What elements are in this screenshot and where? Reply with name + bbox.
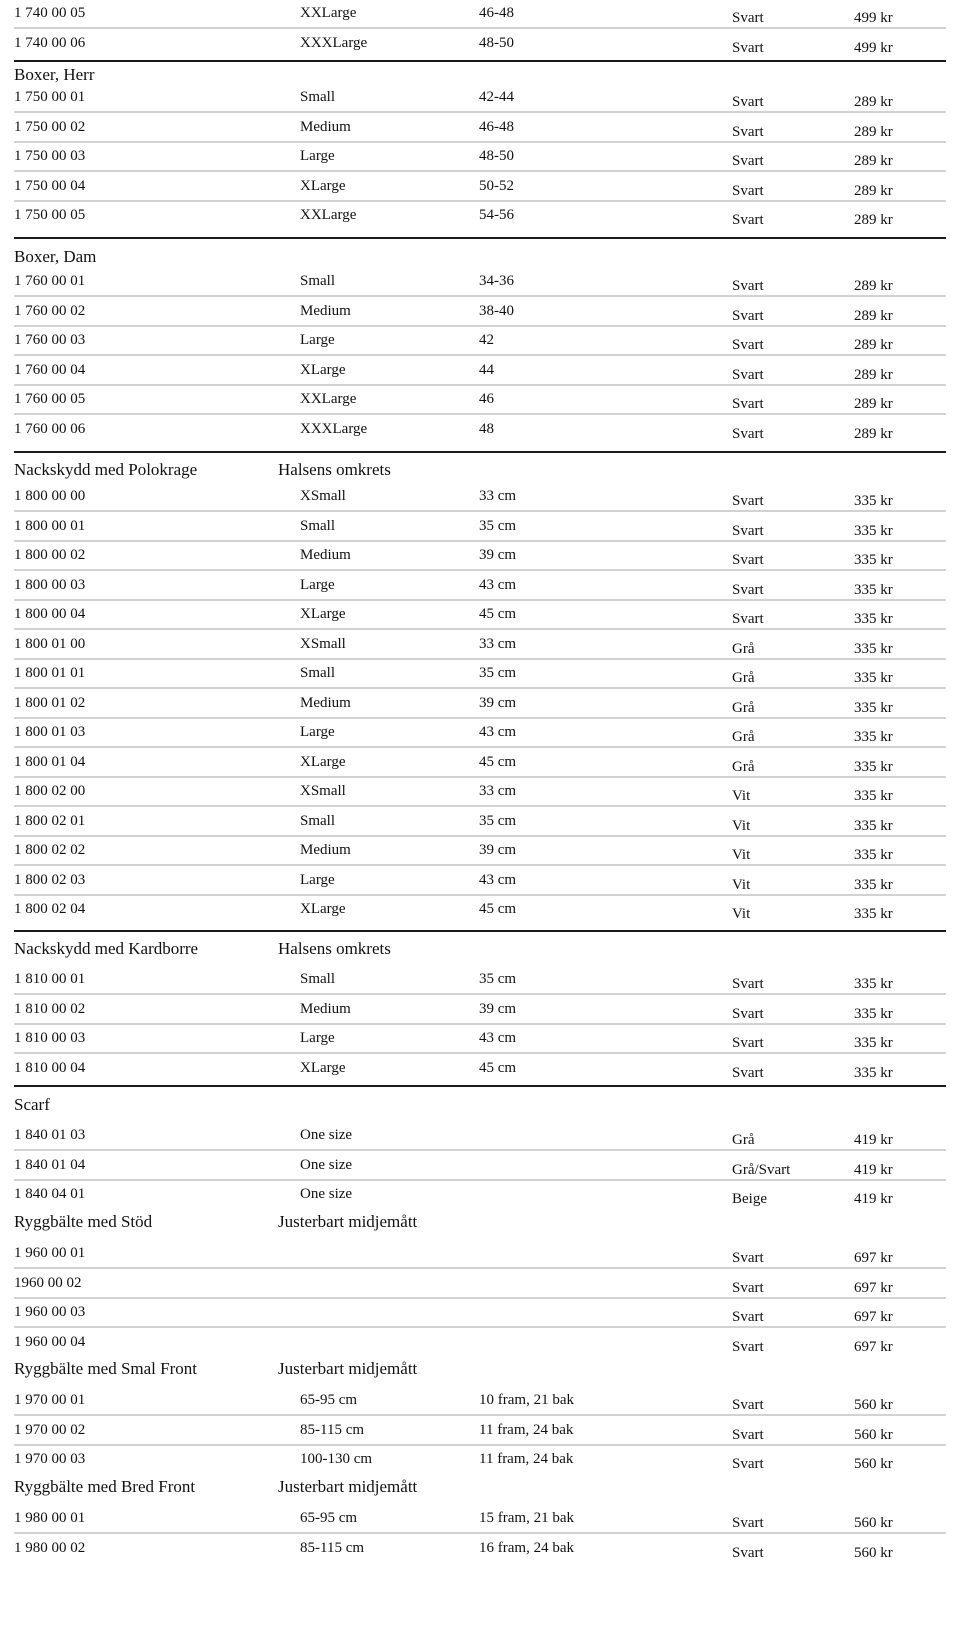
measurement-cell: 42-44 — [479, 89, 514, 105]
table-row — [14, 966, 960, 996]
color-cell: Vit — [732, 876, 751, 893]
price-cell: 289 kr — [854, 94, 893, 110]
article-number-cell: 1 800 02 00 — [14, 783, 86, 799]
price-cell: 335 kr — [854, 906, 893, 922]
color-cell: Grå — [732, 758, 755, 775]
measurement-cell: 33 cm — [479, 488, 517, 504]
color-cell: Svart — [732, 366, 764, 383]
price-cell: 289 kr — [854, 212, 893, 228]
price-cell: 697 kr — [854, 1250, 893, 1266]
color-cell: Svart — [732, 212, 764, 228]
color-cell: Svart — [732, 1064, 764, 1081]
color-cell: Svart — [732, 1426, 764, 1443]
table-row — [14, 690, 960, 720]
price-cell: 335 kr — [854, 611, 893, 627]
size-cell: XXXLarge — [300, 420, 368, 437]
price-cell: 335 kr — [854, 581, 893, 598]
article-number-cell: 1 760 00 04 — [14, 361, 86, 378]
size-cell: Small — [300, 971, 336, 987]
table-row — [14, 1387, 960, 1417]
table-row — [14, 1152, 960, 1182]
price-cell: 335 kr — [854, 847, 893, 863]
size-cell: XLarge — [300, 361, 346, 378]
section-heading — [14, 459, 960, 483]
article-number-cell: 1 740 00 05 — [14, 5, 86, 21]
section-measure-label: Justerbart midjemått — [278, 1477, 418, 1496]
price-cell: 289 kr — [854, 366, 893, 383]
size-cell: Large — [300, 576, 335, 593]
table-row — [14, 601, 960, 631]
section-heading — [14, 1358, 960, 1382]
measurement-cell: 45 cm — [479, 1059, 517, 1076]
color-cell: Svart — [732, 1545, 764, 1561]
size-cell: One size — [300, 1156, 353, 1173]
price-cell: 335 kr — [854, 788, 893, 804]
article-number-cell: 1 800 00 02 — [14, 547, 86, 563]
article-number-cell: 1 760 00 05 — [14, 391, 86, 407]
color-cell: Grå — [732, 1132, 755, 1148]
color-cell: Grå — [732, 670, 755, 686]
size-cell: XXXLarge — [300, 34, 368, 51]
article-number-cell: 1 800 02 01 — [14, 812, 86, 829]
article-number-cell: 1 760 00 01 — [14, 273, 86, 289]
price-cell: 335 kr — [854, 699, 893, 716]
table-row — [14, 1240, 960, 1270]
section-divider — [14, 237, 946, 239]
price-cell: 289 kr — [854, 278, 893, 294]
table-row — [14, 202, 960, 232]
price-cell: 697 kr — [854, 1279, 893, 1296]
size-cell: Large — [300, 1030, 335, 1046]
section-title: Scarf — [14, 1095, 50, 1114]
color-cell: Svart — [732, 1338, 764, 1355]
measurement-cell: 43 cm — [479, 871, 517, 888]
table-row — [14, 1270, 960, 1300]
size-cell: Large — [300, 148, 335, 164]
price-cell: 289 kr — [854, 396, 893, 412]
article-number-cell: 1 750 00 02 — [14, 118, 86, 135]
price-cell: 335 kr — [854, 1005, 893, 1022]
price-cell: 560 kr — [854, 1545, 893, 1561]
article-number-cell: 1 970 00 03 — [14, 1451, 86, 1467]
measurement-cell: 43 cm — [479, 576, 517, 593]
table-row — [14, 298, 960, 328]
size-cell: XLarge — [300, 901, 346, 917]
measurement-cell: 39 cm — [479, 842, 517, 858]
table-row — [14, 1122, 960, 1152]
measurement-cell: 33 cm — [479, 635, 517, 652]
measurement-cell: 38-40 — [479, 302, 514, 319]
size-cell: XLarge — [300, 606, 346, 622]
price-cell: 289 kr — [854, 153, 893, 169]
article-number-cell: 1 760 00 06 — [14, 420, 86, 437]
article-number-cell: 1 800 01 02 — [14, 694, 86, 711]
color-cell: Svart — [732, 522, 764, 539]
color-cell: Svart — [732, 493, 764, 509]
measurement-cell: 35 cm — [479, 665, 517, 681]
color-cell: Svart — [732, 94, 764, 110]
size-cell: Large — [300, 871, 335, 888]
section-measure-label: Halsens omkrets — [278, 939, 391, 958]
section-title: Ryggbälte med Smal Front — [14, 1359, 197, 1378]
color-cell: Svart — [732, 278, 764, 294]
article-number-cell: 1 740 00 06 — [14, 34, 86, 51]
size-cell: XSmall — [300, 488, 346, 504]
article-number-cell: 1 800 01 00 — [14, 635, 86, 652]
table-row — [14, 268, 960, 298]
article-number-cell: 1 750 00 05 — [14, 207, 86, 223]
section-title: Nackskydd med Polokrage — [14, 460, 198, 479]
table-row — [14, 1299, 960, 1329]
article-number-cell: 1 810 00 01 — [14, 971, 86, 987]
color-cell: Svart — [732, 337, 764, 353]
section-heading — [14, 1094, 960, 1118]
table-row — [14, 114, 960, 144]
color-cell: Svart — [732, 396, 764, 412]
section-divider — [14, 1085, 946, 1087]
measurement-cell: 45 cm — [479, 606, 517, 622]
article-number-cell: 1 810 00 02 — [14, 1000, 86, 1017]
color-cell: Svart — [732, 976, 764, 992]
price-cell: 335 kr — [854, 1035, 893, 1051]
size-cell: Small — [300, 517, 336, 534]
measurement-cell: 11 fram, 24 bak — [479, 1451, 574, 1467]
size-cell: XSmall — [300, 783, 346, 799]
article-number-cell: 1 800 00 00 — [14, 488, 86, 504]
measurement-cell: 45 cm — [479, 901, 517, 917]
table-row — [14, 749, 960, 779]
article-number-cell: 1 800 00 03 — [14, 576, 86, 593]
table-row — [14, 1055, 960, 1085]
table-row — [14, 1505, 960, 1535]
measurement-cell: 43 cm — [479, 1030, 517, 1046]
color-cell: Svart — [732, 1515, 764, 1531]
price-cell: 289 kr — [854, 182, 893, 199]
article-number-cell: 1 800 02 02 — [14, 842, 86, 858]
section-title: Boxer, Herr — [14, 65, 95, 84]
size-cell: 65-95 cm — [300, 1510, 358, 1526]
table-row — [14, 327, 960, 357]
price-cell: 289 kr — [854, 307, 893, 324]
measurement-cell: 35 cm — [479, 517, 517, 534]
measurement-cell: 35 cm — [479, 812, 517, 829]
color-cell: Svart — [732, 611, 764, 627]
table-row — [14, 30, 960, 60]
measurement-cell: 46-48 — [479, 5, 514, 21]
color-cell: Svart — [732, 1005, 764, 1022]
color-cell: Grå — [732, 640, 755, 657]
section-title: Ryggbälte med Bred Front — [14, 1477, 196, 1496]
price-cell: 335 kr — [854, 522, 893, 539]
color-cell: Svart — [732, 1456, 764, 1472]
color-cell: Svart — [732, 1397, 764, 1413]
size-cell: XLarge — [300, 1059, 346, 1076]
price-cell: 335 kr — [854, 876, 893, 893]
measurement-cell: 39 cm — [479, 694, 517, 711]
section-measure-label: Halsens omkrets — [278, 460, 391, 479]
color-cell: Svart — [732, 123, 764, 140]
price-cell: 560 kr — [854, 1515, 893, 1531]
section-divider — [14, 451, 946, 453]
table-row — [14, 572, 960, 602]
price-cell: 419 kr — [854, 1132, 893, 1148]
price-cell: 499 kr — [854, 10, 893, 26]
table-row — [14, 483, 960, 513]
measurement-cell: 54-56 — [479, 207, 514, 223]
size-cell: Small — [300, 665, 336, 681]
size-cell: XXLarge — [300, 207, 357, 223]
size-cell: Large — [300, 332, 335, 348]
table-row — [14, 0, 960, 30]
price-cell: 560 kr — [854, 1426, 893, 1443]
article-number-cell: 1 840 04 01 — [14, 1186, 86, 1202]
size-cell: XLarge — [300, 753, 346, 770]
price-cell: 335 kr — [854, 640, 893, 657]
measurement-cell: 48 — [479, 420, 494, 437]
section-heading — [14, 1476, 960, 1500]
table-row — [14, 631, 960, 661]
color-cell: Svart — [732, 1035, 764, 1051]
size-cell: One size — [300, 1127, 353, 1143]
section-title: Nackskydd med Kardborre — [14, 939, 199, 958]
price-cell: 335 kr — [854, 552, 893, 568]
size-cell: 100-130 cm — [300, 1451, 373, 1467]
measurement-cell: 45 cm — [479, 753, 517, 770]
price-cell: 335 kr — [854, 729, 893, 745]
price-cell: 697 kr — [854, 1309, 893, 1325]
article-number-cell: 1 960 00 04 — [14, 1333, 86, 1350]
article-number-cell: 1 810 00 03 — [14, 1030, 86, 1046]
measurement-cell: 39 cm — [479, 547, 517, 563]
table-row — [14, 542, 960, 572]
table-row — [14, 867, 960, 897]
color-cell: Svart — [732, 307, 764, 324]
measurement-cell: 34-36 — [479, 273, 514, 289]
price-cell: 419 kr — [854, 1191, 893, 1207]
table-row — [14, 357, 960, 387]
article-number-cell: 1 760 00 02 — [14, 302, 86, 319]
table-row — [14, 1446, 960, 1476]
price-cell: 335 kr — [854, 1064, 893, 1081]
price-cell: 560 kr — [854, 1456, 893, 1472]
article-number-cell: 1 980 00 01 — [14, 1510, 86, 1526]
price-cell: 335 kr — [854, 670, 893, 686]
size-cell: XSmall — [300, 635, 346, 652]
section-measure-label: Justerbart midjemått — [278, 1359, 418, 1378]
color-cell: Svart — [732, 10, 764, 26]
table-row — [14, 1535, 960, 1565]
section-divider — [14, 60, 946, 62]
table-row — [14, 660, 960, 690]
size-cell: Medium — [300, 302, 351, 319]
article-number-cell: 1 750 00 04 — [14, 177, 86, 194]
price-cell: 335 kr — [854, 817, 893, 834]
measurement-cell: 48-50 — [479, 148, 514, 164]
price-cell: 697 kr — [854, 1338, 893, 1355]
article-number-cell: 1 800 00 04 — [14, 606, 86, 622]
table-row — [14, 416, 960, 446]
section-heading — [14, 1211, 960, 1235]
article-number-cell: 1 750 00 01 — [14, 89, 86, 105]
measurement-cell: 43 cm — [479, 724, 517, 740]
size-cell: XXLarge — [300, 391, 357, 407]
measurement-cell: 16 fram, 24 bak — [479, 1540, 574, 1556]
size-cell: Small — [300, 812, 336, 829]
measurement-cell: 39 cm — [479, 1000, 517, 1017]
article-number-cell: 1 840 01 04 — [14, 1156, 86, 1173]
table-row — [14, 996, 960, 1026]
measurement-cell: 46 — [479, 391, 494, 407]
table-row — [14, 143, 960, 173]
color-cell: Grå/Svart — [732, 1161, 791, 1178]
article-number-cell: 1 800 01 01 — [14, 665, 86, 681]
table-row — [14, 173, 960, 203]
color-cell: Svart — [732, 1309, 764, 1325]
table-row — [14, 837, 960, 867]
measurement-cell: 15 fram, 21 bak — [479, 1510, 574, 1526]
article-number-cell: 1 960 00 03 — [14, 1304, 86, 1320]
article-number-cell: 1 980 00 02 — [14, 1540, 86, 1556]
color-cell: Svart — [732, 1279, 764, 1296]
section-divider — [14, 930, 946, 932]
color-cell: Beige — [732, 1191, 767, 1207]
measurement-cell: 48-50 — [479, 34, 514, 51]
size-cell: Small — [300, 273, 336, 289]
table-row — [14, 386, 960, 416]
article-number-cell: 1 750 00 03 — [14, 148, 86, 164]
measurement-cell: 44 — [479, 361, 494, 378]
table-row — [14, 896, 960, 926]
article-number-cell: 1 800 02 03 — [14, 871, 86, 888]
size-cell: XLarge — [300, 177, 346, 194]
article-number-cell: 1 800 01 04 — [14, 753, 86, 770]
table-row — [14, 719, 960, 749]
measurement-cell: 11 fram, 24 bak — [479, 1421, 574, 1438]
table-row — [14, 1417, 960, 1447]
table-row — [14, 808, 960, 838]
size-cell: Small — [300, 89, 336, 105]
measurement-cell: 33 cm — [479, 783, 517, 799]
price-cell: 289 kr — [854, 337, 893, 353]
price-cell: 289 kr — [854, 123, 893, 140]
color-cell: Vit — [732, 847, 751, 863]
article-number-cell: 1 970 00 02 — [14, 1421, 86, 1438]
section-heading — [14, 938, 960, 962]
color-cell: Svart — [732, 581, 764, 598]
table-row — [14, 1181, 960, 1211]
price-cell: 335 kr — [854, 758, 893, 775]
measurement-cell: 46-48 — [479, 118, 514, 135]
table-row — [14, 778, 960, 808]
color-cell: Svart — [732, 153, 764, 169]
article-number-cell: 1 970 00 01 — [14, 1392, 86, 1408]
color-cell: Svart — [732, 552, 764, 568]
table-row — [14, 513, 960, 543]
size-cell: 85-115 cm — [300, 1540, 365, 1556]
measurement-cell: 10 fram, 21 bak — [479, 1392, 574, 1408]
article-number-cell: 1 960 00 01 — [14, 1245, 86, 1261]
measurement-cell: 50-52 — [479, 177, 514, 194]
section-heading — [14, 246, 960, 270]
price-cell: 499 kr — [854, 39, 893, 56]
article-number-cell: 1960 00 02 — [14, 1274, 82, 1291]
color-cell: Grå — [732, 729, 755, 745]
price-cell: 419 kr — [854, 1161, 893, 1178]
color-cell: Vit — [732, 906, 751, 922]
table-row — [14, 1329, 960, 1359]
size-cell: Medium — [300, 547, 351, 563]
measurement-cell: 42 — [479, 332, 494, 348]
size-cell: 65-95 cm — [300, 1392, 358, 1408]
size-cell: 85-115 cm — [300, 1421, 365, 1438]
price-cell: 335 kr — [854, 976, 893, 992]
article-number-cell: 1 800 01 03 — [14, 724, 86, 740]
article-number-cell: 1 810 00 04 — [14, 1059, 86, 1076]
measurement-cell: 35 cm — [479, 971, 517, 987]
price-cell: 289 kr — [854, 425, 893, 442]
section-measure-label: Justerbart midjemått — [278, 1212, 418, 1231]
article-number-cell: 1 800 02 04 — [14, 901, 86, 917]
size-cell: XXLarge — [300, 5, 357, 21]
size-cell: Medium — [300, 842, 351, 858]
color-cell: Vit — [732, 788, 751, 804]
price-cell: 335 kr — [854, 493, 893, 509]
color-cell: Vit — [732, 817, 751, 834]
article-number-cell: 1 800 00 01 — [14, 517, 86, 534]
table-row — [14, 1025, 960, 1055]
color-cell: Svart — [732, 182, 764, 199]
color-cell: Svart — [732, 1250, 764, 1266]
article-number-cell: 1 760 00 03 — [14, 332, 86, 348]
table-row — [14, 84, 960, 114]
size-cell: Large — [300, 724, 335, 740]
color-cell: Svart — [732, 425, 764, 442]
size-cell: Medium — [300, 694, 351, 711]
size-cell: Medium — [300, 1000, 351, 1017]
size-cell: Medium — [300, 118, 351, 135]
color-cell: Svart — [732, 39, 764, 56]
color-cell: Grå — [732, 699, 755, 716]
size-cell: One size — [300, 1186, 353, 1202]
section-title: Ryggbälte med Stöd — [14, 1212, 153, 1231]
article-number-cell: 1 840 01 03 — [14, 1127, 86, 1143]
price-cell: 560 kr — [854, 1397, 893, 1413]
section-title: Boxer, Dam — [14, 247, 97, 266]
